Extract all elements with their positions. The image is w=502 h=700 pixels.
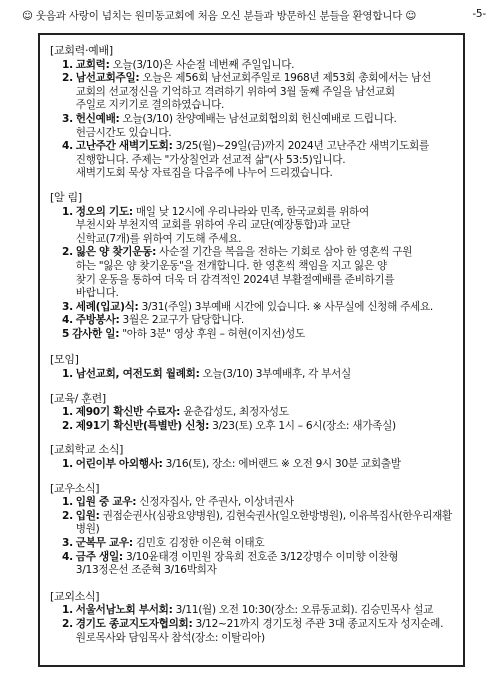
item-heading: 입원:: [75, 509, 100, 522]
item-body: [76, 301, 455, 315]
item-number: 4.: [62, 550, 73, 563]
item-body: [76, 406, 455, 420]
item-body: [76, 72, 455, 113]
item-text: 매일 낮 12시에 우리나라와 민족, 한국교회를 위하여: [135, 205, 369, 218]
item-continuation: 교회의 선교정신을 기억하고 격려하기 위하여 3월 둘째 주일을 남선교회: [75, 85, 395, 98]
page-number: -5-: [472, 8, 486, 20]
section: [50, 482, 455, 578]
item-heading: 남선교회주일:: [75, 72, 140, 85]
item-continuation: 주일로 지키기로 결의하였습니다.: [75, 99, 225, 112]
list-item: [62, 246, 455, 300]
list-item: [62, 406, 455, 420]
item-number: 2.: [62, 72, 73, 85]
item-number: 1.: [62, 458, 73, 471]
section: [50, 443, 455, 471]
item-body: [76, 368, 455, 382]
list-item: [62, 420, 455, 434]
item-text: 오늘(3/10) 3부예배후, 각 부서실: [202, 368, 351, 381]
item-body: [72, 328, 455, 342]
item-heading: 제90기 확신반 수료자:: [75, 406, 181, 419]
section-title: [모임]: [50, 353, 79, 367]
announcements: [50, 44, 455, 645]
item-body: [76, 510, 455, 537]
item-text: 3/12~21까지 경기도청 주관 3대 종교지도자 성지순례.: [195, 617, 444, 630]
list-item: [62, 72, 455, 113]
section: [50, 392, 455, 434]
item-heading: 헌신예배:: [75, 112, 120, 125]
item-number: 1.: [62, 604, 73, 617]
item-text: "아하 3분" 영상 후원 – 허현(이지선)성도: [122, 327, 305, 340]
list-item: [62, 301, 455, 315]
item-text: 김민호 김정한 이은혁 이태호: [135, 537, 265, 549]
item-text: 사순절 기간을 복음을 전하는 기회로 삼아 한 영혼씩 구원: [159, 246, 413, 259]
item-continuation: 하는 "잃은 양 찾기운동"을 전개합니다. 한 영혼씩 책임을 지고 잃은 양: [75, 259, 387, 272]
item-heading: 잃은 양 찾기운동:: [75, 246, 157, 259]
item-number: 1.: [62, 58, 73, 71]
section-title: [교회력·예배]: [50, 44, 113, 57]
list-item: [62, 328, 455, 342]
item-heading: 고난주간 새벽기도회:: [75, 140, 173, 153]
item-heading: 남선교회, 여전도회 월례회:: [75, 368, 200, 381]
item-continuation: 신학교(7개)를 위하여 기도해 주세요.: [75, 232, 242, 245]
section-title: [교육/ 훈련]: [50, 391, 106, 405]
item-continuation: 진행합니다. 주제는 "가상칠언과 선교적 삶"(사 53:5)입니다.: [75, 153, 346, 166]
item-body: [76, 314, 455, 328]
item-number: 2.: [62, 246, 73, 259]
list-item: [62, 368, 455, 382]
item-text: 오늘(3/10) 찬양예배는 남선교회협의회 헌신예배로 드립니다.: [122, 112, 397, 125]
item-number: 3.: [62, 537, 73, 549]
list-item: [62, 537, 455, 551]
item-text: 오늘은 제56회 남선교회주일로 1968년 제53회 총회에서는 남선: [142, 72, 431, 85]
item-body: [76, 604, 455, 618]
item-heading: 금주 생일:: [75, 550, 123, 563]
item-heading: 군복무 교우:: [75, 537, 133, 549]
section-title: [알 림]: [50, 190, 82, 204]
list-item: [62, 604, 455, 618]
item-heading: 감사한 일:: [72, 327, 120, 340]
item-number: 4.: [62, 140, 73, 153]
item-body: [76, 59, 455, 73]
item-number: 5: [62, 327, 70, 340]
item-heading: 서울서남노회 부서회:: [75, 604, 173, 617]
item-number: 1.: [62, 368, 73, 381]
item-text: 3/10윤태경 이민원 장육희 전호준 3/12강명수 이미향 이찬형: [125, 550, 399, 563]
section: [50, 191, 455, 342]
item-text: 신정자집사, 안 주권사, 이상녀권사: [139, 496, 294, 509]
list-item: [62, 458, 455, 472]
item-number: 3.: [62, 300, 73, 313]
page-header: [22, 8, 486, 23]
item-heading: 교회력:: [75, 58, 110, 71]
item-body: [76, 113, 455, 140]
section-title: [교회학교 소식]: [50, 443, 124, 457]
item-continuation: 찾기 운동을 통하여 더욱 더 감격적인 2024년 부활절예배를 준비하기를: [75, 273, 395, 286]
item-text: 3/25(월)~29일(금)까지 2024년 고난주간 새벽기도회를: [175, 140, 429, 153]
item-number: 1.: [62, 496, 73, 509]
item-text: 3/16(토), 장소: 에버랜드 ※ 오전 9시 30분 교회출발: [165, 458, 401, 471]
section: [50, 44, 455, 181]
item-continuation: 3/13정은선 조준혁 3/16박희자: [75, 564, 217, 577]
item-body: [76, 618, 455, 645]
item-body: [76, 496, 455, 510]
item-number: 1.: [62, 205, 73, 218]
item-continuation: 헌금시간도 있습니다.: [75, 126, 172, 139]
item-heading: 세례(입교)식:: [75, 300, 139, 313]
item-number: 2.: [62, 617, 73, 630]
item-text: 3월은 2교구가 담당합니다.: [122, 314, 244, 327]
item-body: [76, 246, 455, 300]
item-body: [76, 140, 455, 181]
item-body: [76, 551, 455, 578]
item-number: 2.: [62, 419, 73, 432]
item-number: 2.: [62, 509, 73, 522]
list-item: [62, 59, 455, 73]
item-body: [76, 206, 455, 247]
item-continuation: 부천시와 부천지역 교회를 위하여 우리 교단(예장통합)과 교단: [75, 219, 351, 232]
item-heading: 경기도 종교지도자협의회:: [75, 617, 193, 630]
item-heading: 정오의 기도:: [75, 205, 133, 218]
item-body: [76, 458, 455, 472]
item-text: 권점순권사(심광요양병원), 김현숙권사(일오한방병원), 이유복집사(한우리재활병원): [75, 509, 452, 536]
item-text: 윤춘갑성도, 최정자성도: [183, 406, 289, 419]
list-item: [62, 140, 455, 181]
list-item: [62, 496, 455, 510]
item-number: 1.: [62, 406, 73, 419]
item-text: 3/23(토) 오후 1시 – 6시(장소: 새가족실): [212, 419, 396, 432]
item-number: 4.: [62, 314, 73, 327]
list-item: [62, 551, 455, 578]
item-heading: 주방봉사:: [75, 314, 120, 327]
section-title: [교외소식]: [50, 589, 100, 603]
section-title: [교우소식]: [50, 481, 100, 495]
item-text: 오늘(3/10)은 사순절 네번째 주일입니다.: [112, 58, 295, 71]
item-continuation: 바랍니다.: [75, 287, 119, 300]
item-heading: 입원 중 교우:: [75, 496, 137, 509]
item-text: 3/31(주일) 3부예배 시간에 있습니다. ※ 사무실에 신청해 주세요.: [141, 300, 433, 313]
item-heading: 제91기 확신반(특별반) 신청:: [75, 419, 210, 432]
list-item: [62, 618, 455, 645]
list-item: [62, 314, 455, 328]
list-item: [62, 206, 455, 247]
item-body: [76, 537, 455, 551]
section: [50, 590, 455, 645]
list-item: [62, 113, 455, 140]
item-body: [76, 420, 455, 434]
item-continuation: 원로목사와 담임목사 참석(장소: 이탈리아): [75, 631, 265, 644]
welcome-banner: ☺ 웃음과 사랑이 넘치는 원미동교회에 처음 오신 분들과 방문하신 분들을 환영합니다 ☺: [22, 10, 417, 22]
section: [50, 353, 455, 381]
item-heading: 어린이부 아외행사:: [75, 458, 163, 471]
item-text: 3/11(월) 오전 10:30(장소: 오류동교회). 김승민목사 설교: [175, 604, 434, 617]
item-number: 3.: [62, 112, 73, 125]
item-continuation: 새벽기도회 묵상 자료집을 다음주에 나누어 드리겠습니다.: [75, 167, 333, 180]
list-item: [62, 510, 455, 537]
